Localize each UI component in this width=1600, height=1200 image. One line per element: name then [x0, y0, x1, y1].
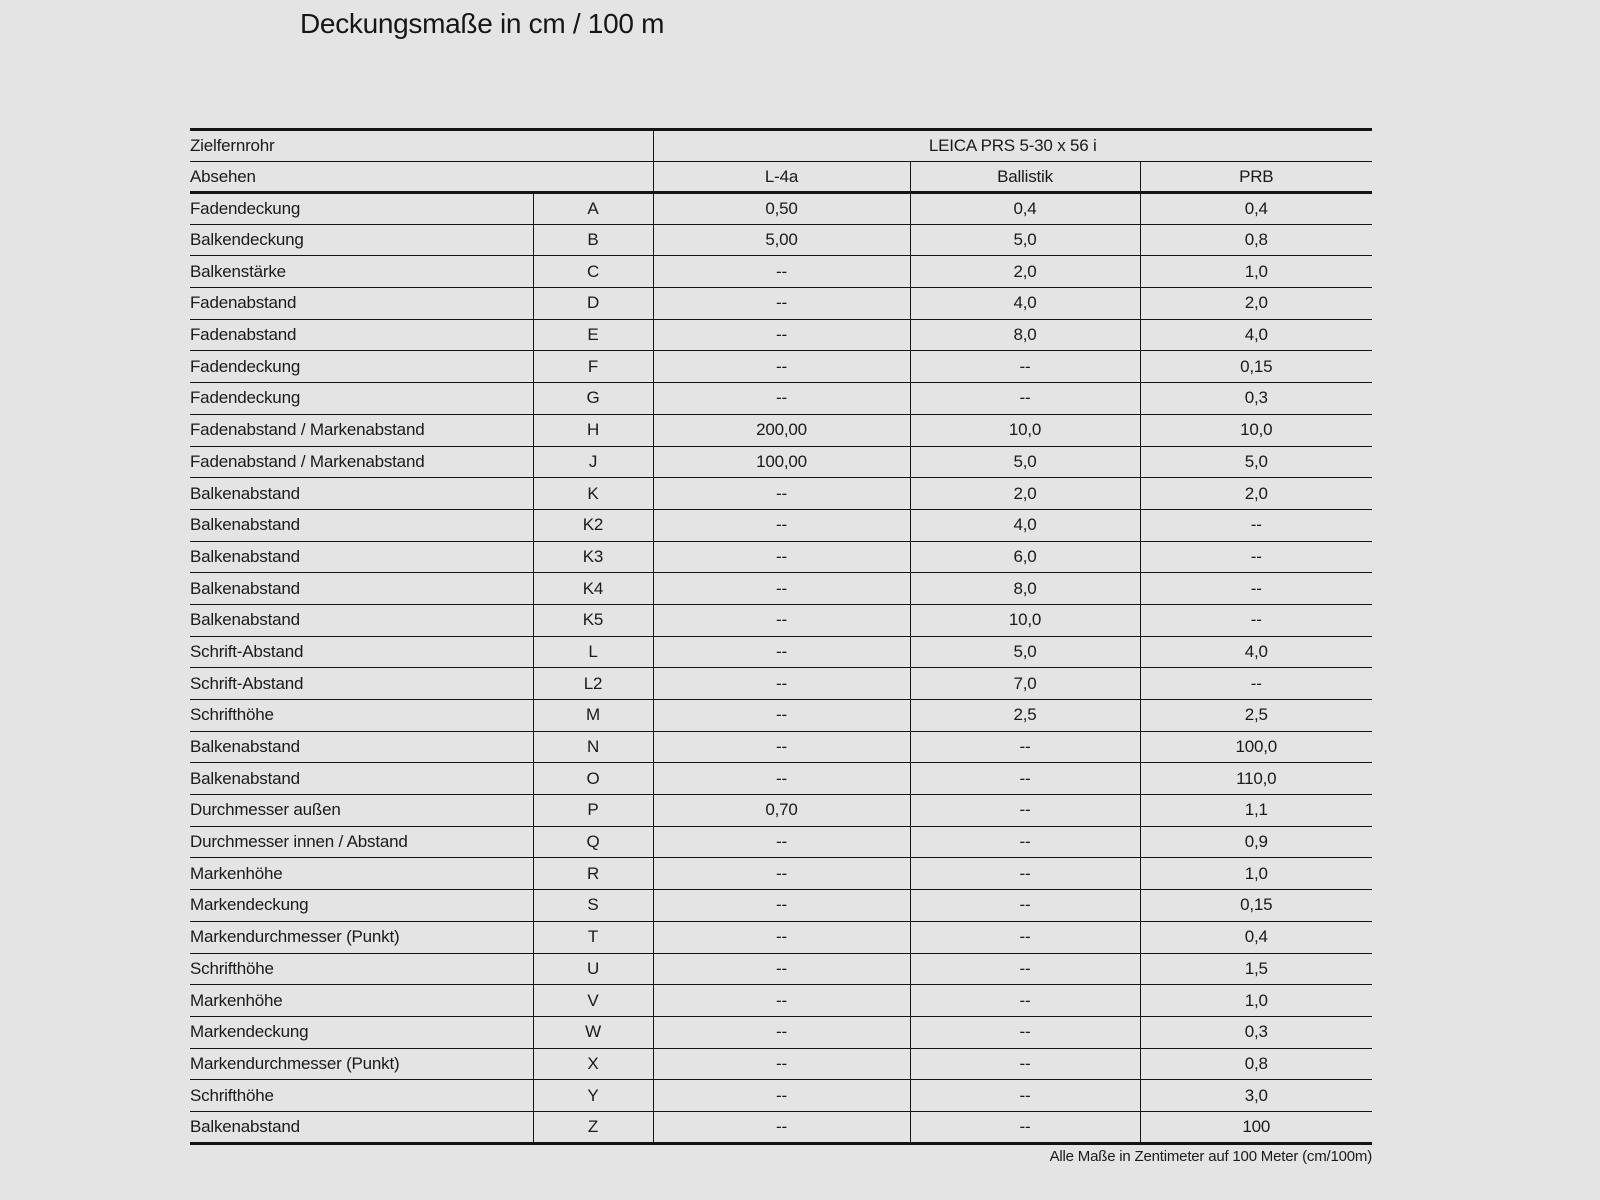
- row-label-cell: Fadendeckung: [190, 356, 301, 376]
- row-value-prb-cell: 4,0: [1140, 636, 1372, 668]
- row-value-prb-cell: --: [1140, 573, 1372, 605]
- row-value-l4a-cell: --: [653, 953, 910, 985]
- scope-product-name: LEICA PRS 5-30 x 56 i: [653, 130, 1372, 162]
- row-value-l4a-cell: --: [653, 858, 910, 890]
- row-value-ballistik-cell: 2,5: [910, 700, 1140, 732]
- table-row: [190, 351, 1372, 383]
- row-value-ballistik-cell: 10,0: [910, 414, 1140, 446]
- row-value-ballistik-cell: 7,0: [910, 668, 1140, 700]
- row-letter-cell: N: [533, 731, 653, 763]
- row-label-cell: Schrift-Abstand: [190, 641, 304, 661]
- row-value-ballistik-cell: --: [910, 921, 1140, 953]
- row-value-ballistik-cell: --: [910, 985, 1140, 1017]
- row-letter-cell: J: [533, 446, 653, 478]
- table-row: [190, 636, 1372, 668]
- row-value-prb-cell: 100,0: [1140, 731, 1372, 763]
- row-label-cell: Markendeckung: [190, 1022, 309, 1042]
- table-row: [190, 921, 1372, 953]
- row-value-ballistik-cell: --: [910, 890, 1140, 922]
- row-value-prb-cell: 1,0: [1140, 985, 1372, 1017]
- footnote: Alle Maße in Zentimeter auf 100 Meter (cm/100m): [1049, 1148, 1372, 1165]
- row-label-cell: Fadenabstand / Markenabstand: [190, 451, 425, 471]
- row-value-l4a-cell: --: [653, 256, 910, 288]
- table-row: [190, 541, 1372, 573]
- row-value-ballistik-cell: --: [910, 795, 1140, 827]
- row-value-l4a-cell: --: [653, 509, 910, 541]
- row-value-l4a-cell: --: [653, 636, 910, 668]
- row-letter-cell: K5: [533, 604, 653, 636]
- table-row: [190, 858, 1372, 890]
- row-letter-cell: T: [533, 921, 653, 953]
- table-row: [190, 1080, 1372, 1112]
- table-row: [190, 193, 1372, 225]
- row-value-prb-cell: 3,0: [1140, 1080, 1372, 1112]
- row-value-l4a-cell: --: [653, 1048, 910, 1080]
- row-value-l4a-cell: --: [653, 573, 910, 605]
- table-row: [190, 1016, 1372, 1048]
- row-letter-cell: L2: [533, 668, 653, 700]
- row-label-cell: Markendurchmesser (Punkt): [190, 1053, 400, 1073]
- row-value-prb-cell: 0,8: [1140, 1048, 1372, 1080]
- row-letter-cell: D: [533, 288, 653, 320]
- table-row: [190, 288, 1372, 320]
- row-letter-cell: W: [533, 1016, 653, 1048]
- row-letter-cell: L: [533, 636, 653, 668]
- row-letter-cell: P: [533, 795, 653, 827]
- row-value-ballistik-cell: 4,0: [910, 509, 1140, 541]
- row-value-l4a-cell: 0,50: [653, 193, 910, 225]
- row-value-prb-cell: 0,8: [1140, 224, 1372, 256]
- row-letter-cell: K3: [533, 541, 653, 573]
- row-value-l4a-cell: --: [653, 288, 910, 320]
- column-header-l4a: L-4a: [653, 162, 910, 193]
- measurements-table: [190, 128, 1372, 1145]
- table-row: [190, 573, 1372, 605]
- row-label-cell: Fadendeckung: [190, 198, 301, 218]
- row-value-l4a-cell: --: [653, 1016, 910, 1048]
- row-value-l4a-cell: --: [653, 319, 910, 351]
- table-row: [190, 256, 1372, 288]
- row-value-prb-cell: 0,15: [1140, 890, 1372, 922]
- row-value-ballistik-cell: --: [910, 826, 1140, 858]
- row-label-cell: Markendurchmesser (Punkt): [190, 927, 400, 947]
- row-letter-cell: C: [533, 256, 653, 288]
- row-value-ballistik-cell: --: [910, 351, 1140, 383]
- row-letter-cell: Z: [533, 1111, 653, 1143]
- row-letter-cell: F: [533, 351, 653, 383]
- row-value-l4a-cell: --: [653, 351, 910, 383]
- row-letter-cell: B: [533, 224, 653, 256]
- reticle-label: Absehen: [190, 166, 256, 186]
- row-value-l4a-cell: 200,00: [653, 414, 910, 446]
- column-header-prb: PRB: [1140, 162, 1372, 193]
- row-value-prb-cell: 1,1: [1140, 795, 1372, 827]
- scope-header-row: [190, 130, 1372, 162]
- row-value-l4a-cell: --: [653, 541, 910, 573]
- row-value-ballistik-cell: 0,4: [910, 193, 1140, 225]
- row-value-prb-cell: 4,0: [1140, 319, 1372, 351]
- row-label-cell: Schrifthöhe: [190, 1085, 274, 1105]
- row-value-prb-cell: 5,0: [1140, 446, 1372, 478]
- table-row: [190, 890, 1372, 922]
- row-value-ballistik-cell: 8,0: [910, 573, 1140, 605]
- table-row: [190, 731, 1372, 763]
- row-letter-cell: G: [533, 383, 653, 415]
- row-value-ballistik-cell: 5,0: [910, 224, 1140, 256]
- table-row: [190, 224, 1372, 256]
- row-value-l4a-cell: 100,00: [653, 446, 910, 478]
- row-letter-cell: K4: [533, 573, 653, 605]
- row-label-cell: Balkenabstand: [190, 515, 300, 535]
- table-row: [190, 700, 1372, 732]
- row-letter-cell: M: [533, 700, 653, 732]
- row-label-cell: Balkenstärke: [190, 261, 286, 281]
- row-value-ballistik-cell: --: [910, 953, 1140, 985]
- row-value-ballistik-cell: 5,0: [910, 446, 1140, 478]
- row-value-l4a-cell: 0,70: [653, 795, 910, 827]
- row-value-l4a-cell: --: [653, 668, 910, 700]
- table-row: [190, 826, 1372, 858]
- row-value-ballistik-cell: 6,0: [910, 541, 1140, 573]
- row-value-prb-cell: 1,0: [1140, 256, 1372, 288]
- row-letter-cell: K2: [533, 509, 653, 541]
- row-value-l4a-cell: --: [653, 383, 910, 415]
- row-value-ballistik-cell: 2,0: [910, 256, 1140, 288]
- table-row: [190, 985, 1372, 1017]
- row-value-prb-cell: --: [1140, 541, 1372, 573]
- table-row: [190, 509, 1372, 541]
- scope-label: Zielfernrohr: [190, 136, 275, 155]
- row-label-cell: Schrifthöhe: [190, 958, 274, 978]
- row-letter-cell: Y: [533, 1080, 653, 1112]
- row-value-l4a-cell: --: [653, 763, 910, 795]
- row-value-ballistik-cell: --: [910, 1111, 1140, 1143]
- table-row: [190, 795, 1372, 827]
- table-row: [190, 383, 1372, 415]
- row-letter-cell: V: [533, 985, 653, 1017]
- row-value-prb-cell: 2,0: [1140, 288, 1372, 320]
- table-row: [190, 446, 1372, 478]
- table-row: [190, 953, 1372, 985]
- row-value-prb-cell: 0,4: [1140, 193, 1372, 225]
- row-value-l4a-cell: --: [653, 1080, 910, 1112]
- row-value-prb-cell: --: [1140, 604, 1372, 636]
- row-label-cell: Fadenabstand / Markenabstand: [190, 420, 425, 440]
- row-letter-cell: E: [533, 319, 653, 351]
- row-value-l4a-cell: --: [653, 826, 910, 858]
- table-row: [190, 604, 1372, 636]
- row-value-prb-cell: 10,0: [1140, 414, 1372, 446]
- row-value-l4a-cell: --: [653, 985, 910, 1017]
- row-value-ballistik-cell: 5,0: [910, 636, 1140, 668]
- row-value-l4a-cell: --: [653, 1111, 910, 1143]
- row-label-cell: Fadenabstand: [190, 325, 297, 345]
- row-value-ballistik-cell: 2,0: [910, 478, 1140, 510]
- measurements-table-container: [190, 128, 1372, 1145]
- row-letter-cell: U: [533, 953, 653, 985]
- row-value-ballistik-cell: 4,0: [910, 288, 1140, 320]
- table-row: [190, 1111, 1372, 1143]
- row-value-ballistik-cell: --: [910, 1016, 1140, 1048]
- row-value-prb-cell: 0,4: [1140, 921, 1372, 953]
- table-row: [190, 319, 1372, 351]
- row-label-cell: Balkendeckung: [190, 230, 304, 250]
- row-value-prb-cell: 0,9: [1140, 826, 1372, 858]
- row-value-ballistik-cell: 8,0: [910, 319, 1140, 351]
- row-value-ballistik-cell: --: [910, 383, 1140, 415]
- row-label-cell: Schrift-Abstand: [190, 673, 304, 693]
- row-value-l4a-cell: 5,00: [653, 224, 910, 256]
- row-value-prb-cell: 0,3: [1140, 383, 1372, 415]
- table-row: [190, 478, 1372, 510]
- row-value-prb-cell: 0,3: [1140, 1016, 1372, 1048]
- columns-header-row: [190, 162, 1372, 193]
- row-letter-cell: Q: [533, 826, 653, 858]
- row-value-l4a-cell: --: [653, 890, 910, 922]
- row-label-cell: Durchmesser innen / Abstand: [190, 832, 408, 852]
- row-value-ballistik-cell: --: [910, 731, 1140, 763]
- row-letter-cell: R: [533, 858, 653, 890]
- row-label-cell: Fadendeckung: [190, 388, 301, 408]
- row-value-ballistik-cell: 10,0: [910, 604, 1140, 636]
- row-label-cell: Balkenabstand: [190, 737, 300, 757]
- page-title: Deckungsmaße in cm / 100 m: [300, 8, 665, 39]
- row-label-cell: Balkenabstand: [190, 768, 300, 788]
- row-value-ballistik-cell: --: [910, 1080, 1140, 1112]
- row-letter-cell: S: [533, 890, 653, 922]
- row-value-l4a-cell: --: [653, 921, 910, 953]
- row-value-prb-cell: 2,5: [1140, 700, 1372, 732]
- row-value-ballistik-cell: --: [910, 858, 1140, 890]
- column-header-ballistik: Ballistik: [910, 162, 1140, 193]
- row-letter-cell: A: [533, 193, 653, 225]
- row-value-prb-cell: 0,15: [1140, 351, 1372, 383]
- row-value-prb-cell: 1,5: [1140, 953, 1372, 985]
- table-row: [190, 414, 1372, 446]
- row-value-l4a-cell: --: [653, 731, 910, 763]
- row-label-cell: Balkenabstand: [190, 483, 300, 503]
- row-letter-cell: K: [533, 478, 653, 510]
- table-row: [190, 763, 1372, 795]
- row-value-prb-cell: --: [1140, 509, 1372, 541]
- row-label-cell: Markenhöhe: [190, 990, 283, 1010]
- row-letter-cell: X: [533, 1048, 653, 1080]
- row-letter-cell: O: [533, 763, 653, 795]
- row-label-cell: Balkenabstand: [190, 578, 300, 598]
- table-row: [190, 1048, 1372, 1080]
- row-value-prb-cell: 2,0: [1140, 478, 1372, 510]
- row-label-cell: Durchmesser außen: [190, 800, 341, 820]
- row-value-l4a-cell: --: [653, 604, 910, 636]
- row-letter-cell: H: [533, 414, 653, 446]
- row-label-cell: Markenhöhe: [190, 863, 283, 883]
- row-value-ballistik-cell: --: [910, 763, 1140, 795]
- row-value-l4a-cell: --: [653, 700, 910, 732]
- row-value-l4a-cell: --: [653, 478, 910, 510]
- row-value-ballistik-cell: --: [910, 1048, 1140, 1080]
- row-label-cell: Schrifthöhe: [190, 705, 274, 725]
- row-value-prb-cell: 1,0: [1140, 858, 1372, 890]
- row-label-cell: Fadenabstand: [190, 293, 297, 313]
- row-label-cell: Markendeckung: [190, 895, 309, 915]
- table-row: [190, 668, 1372, 700]
- row-label-cell: Balkenabstand: [190, 610, 300, 630]
- row-value-prb-cell: --: [1140, 668, 1372, 700]
- row-value-prb-cell: 110,0: [1140, 763, 1372, 795]
- row-value-prb-cell: 100: [1140, 1111, 1372, 1143]
- row-label-cell: Balkenabstand: [190, 1116, 300, 1136]
- row-label-cell: Balkenabstand: [190, 546, 300, 566]
